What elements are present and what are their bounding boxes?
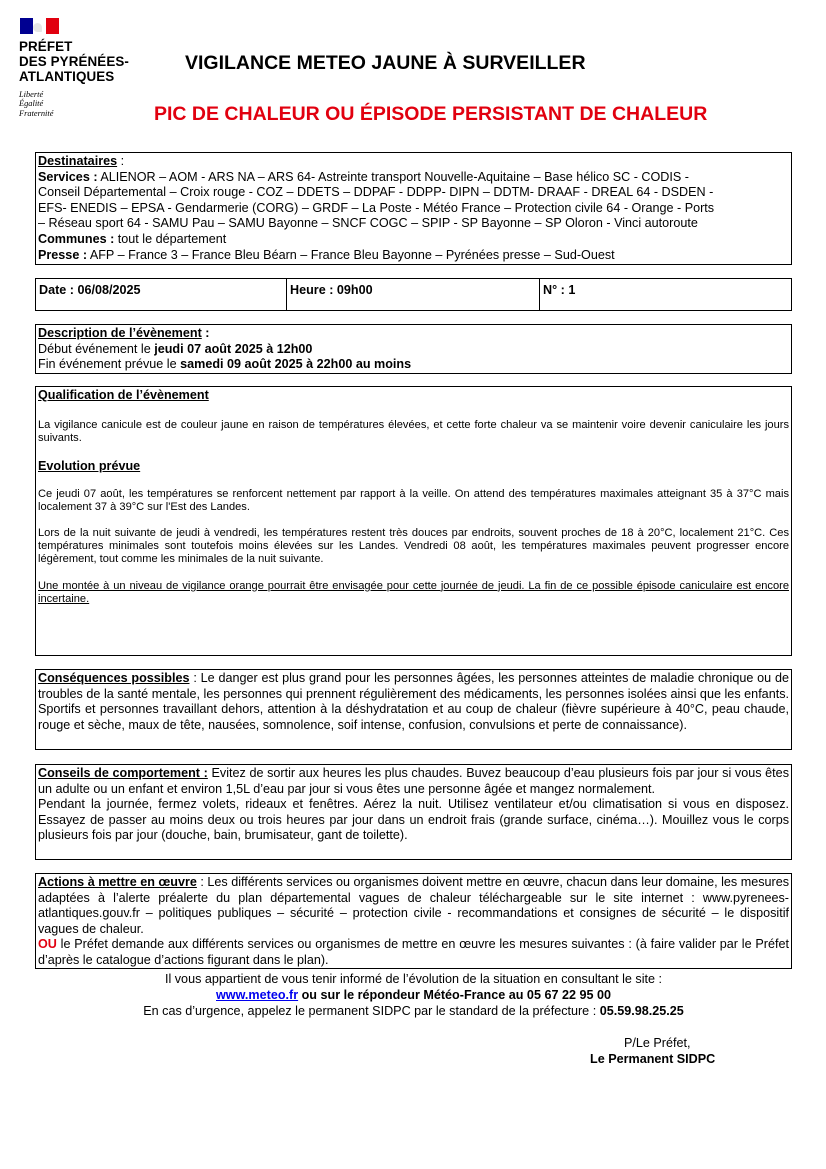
number-cell: N° : 1 [543, 283, 576, 297]
evolution-paragraph: Ce jeudi 07 août, les températures se renforcent nettement par rapport à la veille. On attend des températures maximales atteignant 35 à 37°C mais localement 37 à 39°C sur l'Est des Landes. [38, 487, 789, 513]
evolution-warning: Une montée à un niveau de vigilance orange pourrait être envisagée pour cette journée de jeudi. La fin de ce possible épisode caniculaire est encore incertaine. [38, 579, 789, 605]
actions-text: le Préfet demande aux différents services ou organismes de mettre en œuvre les mesures suivantes : (à faire valider par le Préfet d’après le catalogue d’actions figurant dans le plan). [38, 937, 789, 967]
qualification-text: La vigilance canicule est de couleur jaune en raison de températures élevées, et cette forte chaleur va se maintenir voire devenir caniculaire les jours suivants. [38, 418, 789, 444]
prefecture-name: PRÉFET DES PYRÉNÉES- ATLANTIQUES [19, 39, 129, 84]
french-flag-logo [20, 18, 59, 34]
emergency-phone: 05.59.98.25.25 [599, 1004, 684, 1018]
presse-label: Presse : [38, 247, 88, 262]
actions-box [35, 873, 792, 969]
evolution-paragraph: Lors de la nuit suivante de jeudi à vendredi, les températures restent très douces par endroits, souvent proches de 18 à 20°C, localement 21°C. Ces températures minimales sont toutefois moins élevées sur les Landes. Vendredi 08 août, les températures maximales peuvent progresser encore légèrement, tout comme les minimales de la nuit suivante. [38, 527, 789, 566]
event-start: jeudi 07 août 2025 à 12h00 [154, 341, 313, 356]
services-line: – Réseau sport 64 - SAMU Pau – SAMU Bayonne – SNCF COGC – SPIP - SP Bayonne – SP Oloron - Vinci autoroute [38, 216, 698, 231]
hotline-text: ou sur le répondeur Météo-France au 05 67 22 95 00 [298, 988, 611, 1002]
description-label: Description de l’évènement [38, 326, 202, 340]
qualification-label: Qualification de l’évènement [38, 388, 209, 402]
signature-line-1: P/Le Préfet, [624, 1036, 691, 1050]
advice-text: Pendant la journée, fermez volets, rideaux et fenêtres. Aérez la nuit. Utilisez ventilateur et/ou climatisation si vous en disposez. Essayez de passer au moins deux ou trois heures par jour dans un endroit frais (grande surface, cinéma…). Mouillez vous le corps plusieurs fois par jour (douche, bain, brumisateur, gant de toilette). [38, 797, 789, 843]
footer [35, 971, 792, 1019]
services-line: EFS- ENEDIS – EPSA - Gendarmerie (CORG) – GRDF – La Poste - Météo France – Protection civile 64 - Orange - Ports [38, 200, 715, 215]
date-cell: Date : 06/08/2025 [36, 279, 287, 310]
consequences-box [35, 669, 792, 750]
services-line: ALIENOR – AOM - ARS NA – ARS 64- Astreinte transport Nouvelle-Aquitaine – Base hélico SC - CODIS - [97, 169, 689, 184]
consequences-text: : Le danger est plus grand pour les personnes âgées, les personnes atteintes de maladie chronique ou de troubles de la santé mentale, les personnes qui prennent régulièrement des médicaments, les personnes isolées ainsi que les enfants. Sportifs et personnes travaillant dehors, attention à la déshydratation et au coup de chaleur (fièvre supérieure à 40°C, peau chaude, rouge et sèche, maux de tête, nausées, somnolence, soif intense, confusion, convulsions et perte de connaissance). [38, 671, 789, 732]
communes-value: tout le département [114, 231, 227, 246]
page-title: VIGILANCE METEO JAUNE À SURVEILLER [185, 52, 586, 74]
time-cell: Heure : 09h00 [287, 279, 540, 310]
services-label: Services : [38, 169, 98, 184]
meteo-link[interactable]: www.meteo.fr [216, 988, 299, 1002]
footer-info-line: Il vous appartient de vous tenir informé de l’évolution de la situation en consultant le site : [164, 972, 663, 986]
qualification-box [35, 386, 792, 656]
services-line: Conseil Départemental – Croix rouge - COZ – DDETS – DDPAF - DDPP- DIPN – DDTM- DRAAF - DREAL 64 - DSDEN - [38, 185, 714, 200]
evolution-label: Evolution prévue [38, 459, 141, 473]
recipients-label: Destinataires [38, 154, 118, 168]
or-label: OU [38, 937, 57, 952]
emergency-text: En cas d’urgence, appelez le permanent SIDPC par le standard de la préfecture : [143, 1004, 600, 1018]
recipients-box: Destinataires : Services : ALIENOR – AOM - ARS NA – ARS 64- Astreinte transport Nouvelle-Aquitaine – Base hélico SC - CODIS - Conseil Départemental – Croix rouge - COZ – DDETS – DDPAF - DDPP- DIPN – DDTM- DRAAF - DREAL 64 - DSDEN - EFS- ENEDIS – EPSA - Gendarmerie (CORG) – GRDF – La Poste - Météo France – Protection civile 64 - Orange - Ports – Réseau sport 64 - SAMU Pau – SAMU Bayonne – SNCF COGC – SPIP - SP Bayonne – SP Oloron - Vinci autoroute Communes : tout le département Presse : AFP – France 3 – France Bleu Béarn – France Bleu Bayonne – Pyrénées presse – Sud-Ouest [35, 152, 792, 265]
actions-text: : Les différents services ou organismes doivent mettre en œuvre, chacun dans leur domaine, les mesures adaptées à l’alerte préalerte du plan départemental vagues de chaleur téléchargeable sur le site internet : www.pyrenees-atlantiques.gouv.fr – politiques publiques – sécurité – protection civile - recommandations et consignes de sécurité – le dispositif vagues de chaleur. [38, 875, 789, 936]
actions-label: Actions à mettre en œuvre [38, 875, 197, 889]
info-row [35, 278, 792, 311]
presse-value: AFP – France 3 – France Bleu Béarn – France Bleu Bayonne – Pyrénées presse – Sud-Ouest [87, 247, 615, 262]
communes-label: Communes : [38, 231, 115, 246]
page-subtitle: PIC DE CHALEUR OU ÉPISODE PERSISTANT DE CHALEUR [154, 103, 708, 125]
description-box: Description de l’évènement : Début événement le jeudi 07 août 2025 à 12h00 Fin événement prévue le samedi 09 août 2025 à 22h00 au moins [35, 324, 792, 374]
event-end: samedi 09 août 2025 à 22h00 au moins [180, 357, 412, 372]
consequences-label: Conséquences possibles [38, 671, 190, 685]
advice-text: Evitez de sortir aux heures les plus chaudes. Buvez beaucoup d’eau plusieurs fois par jour si vous êtes un adulte ou un enfant et environ 1,5L d’eau par jour si vous êtes une personne âgée et mangez normalement. [38, 766, 789, 796]
signature-line-2: Le Permanent SIDPC [590, 1052, 716, 1066]
advice-box [35, 764, 792, 860]
advice-label: Conseils de comportement : [38, 766, 208, 780]
republic-motto: Liberté Égalité Fraternité [19, 90, 54, 118]
